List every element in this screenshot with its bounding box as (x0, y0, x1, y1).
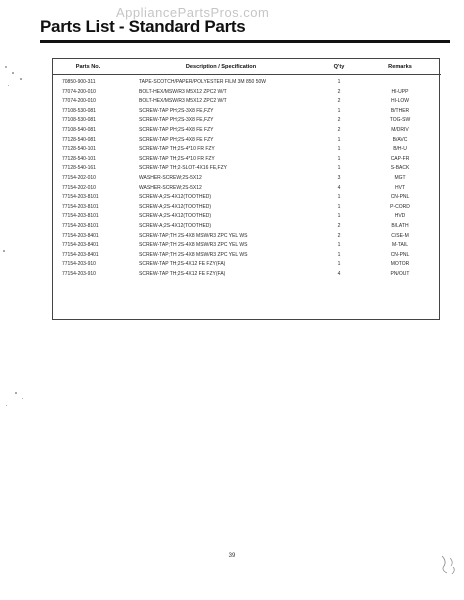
parts-list-table (53, 59, 441, 279)
cell-description: TAPE-SCOTCH/PAPER/POLYESTER FILM 3M 850 50W (139, 79, 266, 85)
table-row (53, 184, 441, 194)
scan-speck (3, 250, 5, 252)
cell-part-no: 77108-530-081 (62, 107, 96, 114)
cell-description: SCREW-TAP TH;2S-4X12 FE FZY(FA) (139, 261, 226, 268)
table-row (53, 126, 441, 136)
page-number: 39 (228, 553, 236, 559)
table-row (53, 251, 441, 261)
cell-remarks: M-TAIL (391, 242, 409, 249)
cell-remarks: CN-PNL (390, 194, 410, 201)
cell-part-no: 77108-530-081 (62, 117, 96, 124)
cell-qty: 1 (337, 136, 341, 143)
cell-qty: 1 (337, 146, 341, 153)
table-row (53, 145, 441, 155)
table-row (53, 270, 441, 280)
table-row (53, 75, 441, 88)
cell-remarks: S-BACK (390, 165, 410, 172)
cell-description: SCREW-TAP TH;2S-4X12 FE FZY(FA) (139, 270, 226, 277)
table-header-row (53, 59, 441, 75)
header-remarks: Remarks (359, 59, 441, 75)
cell-part-no: 70850-900-311 (62, 79, 96, 85)
table-row (53, 88, 441, 98)
table-row (53, 241, 441, 251)
cell-qty: 1 (337, 107, 341, 114)
cell-part-no: 77154-203-8401 (62, 242, 99, 249)
cell-qty: 1 (337, 155, 341, 162)
cell-description: SCREW-TAP;TH 2S-4X8 MSW/R3 ZPC YEL WS (139, 242, 248, 249)
table-row (53, 174, 441, 184)
cell-qty: 2 (337, 117, 341, 124)
cell-remarks: HI-LOW (390, 98, 410, 105)
cell-qty: 1 (337, 79, 341, 85)
cell-description: SCREW-TAP TH;2-SLOT-4X16 FE,FZY (139, 165, 227, 172)
scan-corner-mark (438, 552, 460, 576)
cell-qty: 1 (337, 213, 341, 220)
cell-qty: 3 (337, 174, 341, 181)
cell-part-no: 77154-203-8401 (62, 232, 99, 239)
cell-qty: 1 (337, 194, 341, 201)
table-row (53, 193, 441, 203)
cell-qty: 2 (337, 126, 341, 133)
cell-description: SCREW-A;2S-4X12(TOOTHED) (139, 222, 212, 229)
cell-qty: 1 (337, 251, 341, 258)
cell-remarks: PN/OUT (390, 270, 410, 277)
cell-description: SCREW-A;2S-4X12(TOOTHED) (139, 203, 212, 210)
table-row (53, 97, 441, 107)
scan-speck (15, 392, 17, 394)
cell-qty: 2 (337, 98, 341, 105)
cell-remarks: P-CORD (390, 203, 410, 210)
cell-remarks: M/DRIV (391, 126, 409, 133)
cell-description: SCREW-TAP;TH 2S-4X8 MSW/R3 ZPC YEL WS (139, 232, 248, 239)
cell-part-no: 77154-202-010 (62, 174, 96, 181)
cell-qty: 2 (337, 88, 341, 95)
cell-remarks: TOG-SW (389, 117, 411, 124)
page-title: Parts List - Standard Parts (40, 17, 246, 36)
cell-remarks: B/AVC (392, 136, 408, 143)
cell-remarks: B/LATH (391, 222, 409, 229)
cell-remarks: HVD (394, 213, 406, 220)
cell-description: SCREW-TAP;TH 2S-4X8 MSW/R3 ZPC YEL WS (139, 251, 248, 258)
cell-part-no: 77128-540-101 (62, 155, 96, 162)
cell-qty: 1 (337, 261, 341, 268)
cell-qty: 2 (337, 222, 341, 229)
cell-remarks: HI-UPP (391, 88, 409, 95)
scan-speck (6, 405, 7, 406)
table-row (53, 260, 441, 270)
cell-description: SCREW-TAP PH;2S-3X8 FE,FZY (139, 117, 214, 124)
cell-part-no: 77154-203-910 (62, 270, 96, 277)
cell-qty: 1 (337, 242, 341, 249)
table-row (53, 116, 441, 126)
cell-description: SCREW-A;2S-4X12(TOOTHED) (139, 213, 212, 220)
cell-remarks: CN-PNL (390, 251, 410, 258)
cell-remarks: C/SE-M (391, 232, 409, 239)
cell-part-no: 77154-203-8101 (62, 203, 99, 210)
cell-qty: 2 (337, 232, 341, 239)
cell-part-no: 77128-540-161 (62, 165, 96, 172)
header-parts-no: Parts No. (53, 59, 123, 75)
header-qty: Q'ty (319, 59, 359, 75)
cell-part-no: 77154-203-910 (62, 261, 96, 268)
table-row (53, 107, 441, 117)
cell-description: WASHER-SCREW;2S-5X12 (139, 174, 202, 181)
cell-part-no: 77128-540-101 (62, 146, 96, 153)
cell-part-no: 77108-540-081 (62, 126, 96, 133)
cell-remarks: B/THER (390, 107, 410, 114)
table-row (53, 136, 441, 146)
cell-remarks (359, 75, 441, 88)
cell-description: SCREW-TAP TH;2S-4*10 FR FZY (139, 155, 215, 162)
cell-part-no: 77074-200-010 (62, 88, 96, 95)
scan-speck (20, 78, 22, 80)
cell-remarks: MOTOR (390, 261, 410, 268)
cell-part-no: 77154-203-8101 (62, 222, 99, 229)
table-row (53, 155, 441, 165)
scan-speck (22, 398, 23, 399)
cell-description: SCREW-A;2S-4X12(TOOTHED) (139, 194, 212, 201)
cell-remarks: HVT (395, 184, 405, 191)
cell-remarks: B/H-U (393, 146, 407, 153)
cell-description: BOLT-HEX/MSW/R3 M5X12 ZPC2 W/T (139, 98, 227, 105)
table-row (53, 232, 441, 242)
scan-speck (8, 85, 9, 86)
cell-description: SCREW-TAP TH;2S-4*10 FR FZY (139, 146, 215, 153)
scan-speck (5, 66, 7, 68)
cell-part-no: 77154-203-8101 (62, 194, 99, 201)
cell-description: SCREW-TAP PH;2S-4X8 FE FZY (139, 136, 214, 143)
cell-part-no: 77074-200-010 (62, 98, 96, 105)
table-row (53, 222, 441, 232)
cell-description: SCREW-TAP PH;2S-3X8 FE,FZY (139, 107, 214, 114)
cell-qty: 4 (337, 184, 341, 191)
cell-description: WASHER-SCREW;2S-5X12 (139, 184, 202, 191)
table-row (53, 164, 441, 174)
header-description: Description / Specification (123, 59, 319, 75)
cell-part-no: 77154-203-8401 (62, 251, 99, 258)
cell-part-no: 77128-540-081 (62, 136, 96, 143)
table-row (53, 203, 441, 213)
cell-remarks: CAP-FR (390, 155, 410, 162)
cell-remarks: MGT (394, 174, 406, 181)
watermark-text: AppliancePartsPros.com (116, 5, 270, 20)
cell-description: BOLT-HEX/MSW/R3 M5X12 ZPC2 W/T (139, 88, 227, 95)
cell-part-no: 77154-202-010 (62, 184, 96, 191)
table-row (53, 212, 441, 222)
cell-qty: 1 (337, 165, 341, 172)
cell-part-no: 77154-203-8101 (62, 213, 99, 220)
title-underline (40, 40, 450, 43)
scan-speck (12, 72, 14, 74)
cell-qty: 1 (337, 203, 341, 210)
parts-list-table-box (52, 58, 440, 320)
cell-description: SCREW-TAP PH;2S-4X8 FE FZY (139, 126, 214, 133)
cell-qty: 4 (337, 270, 341, 277)
